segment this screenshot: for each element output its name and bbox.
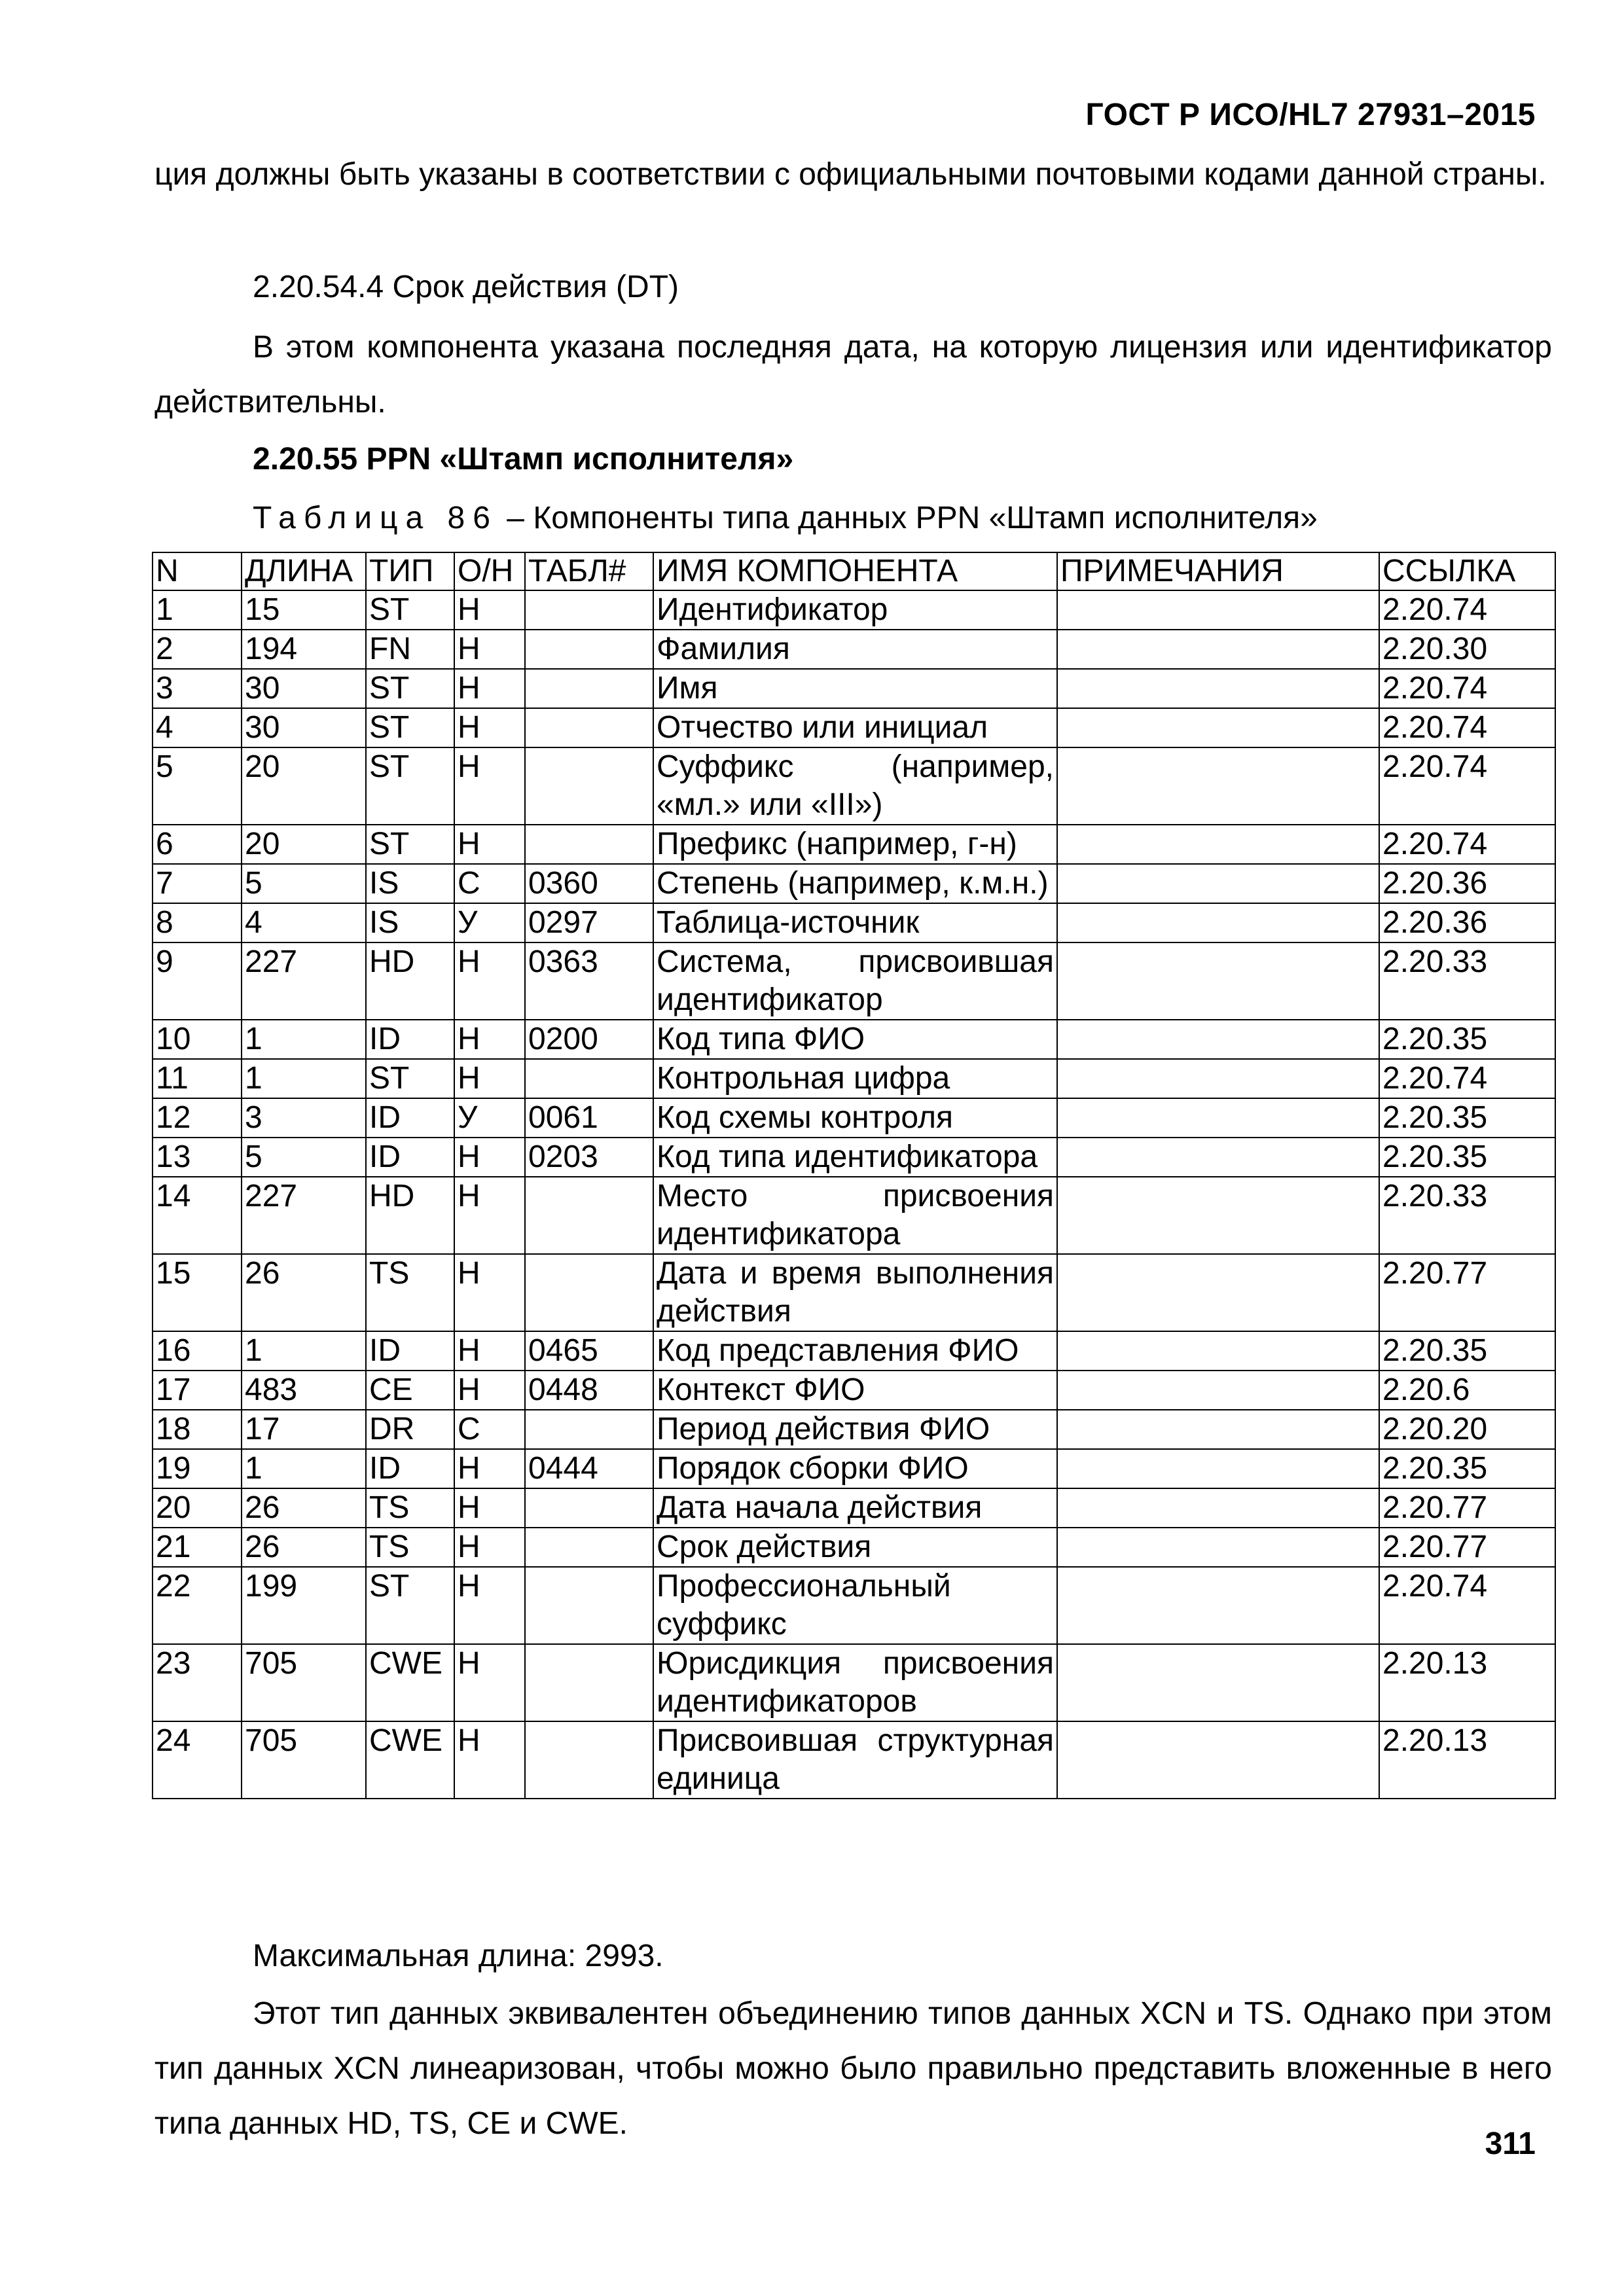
cell-reference: 2.20.74 [1379,825,1555,864]
cell-reference: 2.20.74 [1379,1059,1555,1098]
cell-table [525,1721,653,1799]
cell-type: IS [366,903,454,942]
table-row [153,1020,1555,1059]
cell-table: 0448 [525,1371,653,1410]
cell-notes [1057,1567,1379,1644]
cell-length: 15 [242,590,366,630]
cell-notes [1057,1410,1379,1449]
column-header-notes: ПРИМЕЧАНИЯ [1057,552,1379,590]
table-row [153,1177,1555,1254]
cell-reference: 2.20.74 [1379,669,1555,708]
cell-component-name: Отчество или инициал [653,708,1057,747]
cell-opt: С [454,1410,525,1449]
cell-component-name: Юрисдикция присвоения идентификаторов [653,1644,1057,1721]
cell-component-name: Место присвоения идентификатора [653,1177,1057,1254]
cell-length: 30 [242,669,366,708]
cell-opt: Н [454,1449,525,1488]
table-row [153,1410,1555,1449]
cell-type: ID [366,1138,454,1177]
cell-notes [1057,1371,1379,1410]
column-header-type: ТИП [366,552,454,590]
cell-n: 22 [153,1567,242,1644]
cell-component-name: Префикс (например, г-н) [653,825,1057,864]
cell-opt: Н [454,1331,525,1371]
cell-reference: 2.20.77 [1379,1488,1555,1528]
cell-table [525,1177,653,1254]
cell-reference: 2.20.36 [1379,864,1555,903]
column-header-reference: ССЫЛКА [1379,552,1555,590]
cell-reference: 2.20.33 [1379,1177,1555,1254]
cell-table [525,708,653,747]
table-row [153,1644,1555,1721]
cell-table: 0200 [525,1020,653,1059]
cell-n: 12 [153,1098,242,1138]
cell-table [525,1254,653,1331]
cell-length: 199 [242,1567,366,1644]
table-row [153,903,1555,942]
cell-opt: Н [454,1644,525,1721]
cell-type: CWE [366,1644,454,1721]
section-heading: 2.20.55 PPN «Штамп исполнителя» [253,442,794,476]
cell-n: 4 [153,708,242,747]
cell-n: 11 [153,1059,242,1098]
cell-type: ID [366,1020,454,1059]
cell-type: ST [366,1059,454,1098]
cell-length: 227 [242,1177,366,1254]
cell-reference: 2.20.35 [1379,1098,1555,1138]
cell-reference: 2.20.13 [1379,1644,1555,1721]
paragraph-validity-date: В этом компонента указана последняя дата, на которую лицензия или идентификатор действительны. [154,330,1552,420]
cell-notes [1057,708,1379,747]
cell-table [525,825,653,864]
cell-length: 26 [242,1488,366,1528]
table-row [153,1488,1555,1528]
cell-component-name: Дата начала действия [653,1488,1057,1528]
cell-type: TS [366,1254,454,1331]
cell-length: 3 [242,1098,366,1138]
cell-component-name: Степень (например, к.м.н.) [653,864,1057,903]
cell-n: 3 [153,669,242,708]
table-row [153,747,1555,825]
table-row [153,1567,1555,1644]
table-row [153,825,1555,864]
cell-length: 483 [242,1371,366,1410]
cell-notes [1057,1098,1379,1138]
cell-component-name: Имя [653,669,1057,708]
cell-table [525,1488,653,1528]
document-id-header: ГОСТ Р ИСО/HL7 27931–2015 [1085,98,1536,132]
cell-notes [1057,903,1379,942]
table-row [153,1449,1555,1488]
table-row [153,1721,1555,1799]
cell-type: CWE [366,1721,454,1799]
table-header-row [153,552,1555,590]
cell-component-name: Присвоившая структурная единица [653,1721,1057,1799]
table-row [153,1254,1555,1331]
cell-n: 9 [153,942,242,1020]
cell-type: HD [366,1177,454,1254]
cell-table: 0363 [525,942,653,1020]
cell-n: 8 [153,903,242,942]
cell-table: 0360 [525,864,653,903]
cell-n: 10 [153,1020,242,1059]
cell-notes [1057,1177,1379,1254]
cell-table [525,1644,653,1721]
cell-component-name: Таблица-источник [653,903,1057,942]
cell-opt: Н [454,590,525,630]
cell-reference: 2.20.30 [1379,630,1555,669]
cell-n: 23 [153,1644,242,1721]
cell-opt: Н [454,1059,525,1098]
cell-length: 1 [242,1059,366,1098]
cell-table [525,1059,653,1098]
cell-length: 1 [242,1449,366,1488]
cell-n: 6 [153,825,242,864]
cell-reference: 2.20.35 [1379,1449,1555,1488]
cell-opt: Н [454,669,525,708]
table-row [153,669,1555,708]
table-caption-text: – Компоненты типа данных PPN «Штамп исполнителя» [507,501,1318,535]
cell-n: 13 [153,1138,242,1177]
column-header-n: N [153,552,242,590]
cell-table: 0297 [525,903,653,942]
cell-length: 20 [242,825,366,864]
cell-notes [1057,1254,1379,1331]
cell-opt: Н [454,825,525,864]
cell-table [525,1410,653,1449]
cell-type: ST [366,708,454,747]
cell-length: 5 [242,864,366,903]
cell-component-name: Фамилия [653,630,1057,669]
cell-opt: Н [454,1567,525,1644]
cell-table: 0444 [525,1449,653,1488]
cell-notes [1057,590,1379,630]
cell-table: 0465 [525,1331,653,1371]
cell-n: 18 [153,1410,242,1449]
cell-reference: 2.20.74 [1379,1567,1555,1644]
cell-component-name: Профессиональный суффикс [653,1567,1057,1644]
cell-reference: 2.20.35 [1379,1138,1555,1177]
cell-opt: Н [454,1371,525,1410]
cell-notes [1057,1020,1379,1059]
cell-opt: Н [454,1138,525,1177]
cell-reference: 2.20.74 [1379,590,1555,630]
cell-n: 2 [153,630,242,669]
cell-type: ST [366,747,454,825]
cell-type: TS [366,1528,454,1567]
cell-type: HD [366,942,454,1020]
cell-component-name: Идентификатор [653,590,1057,630]
table-row [153,708,1555,747]
cell-notes [1057,1488,1379,1528]
cell-reference: 2.20.77 [1379,1254,1555,1331]
cell-component-name: Код представления ФИО [653,1331,1057,1371]
cell-type: ID [366,1449,454,1488]
cell-opt: Н [454,942,525,1020]
cell-table: 0203 [525,1138,653,1177]
cell-length: 705 [242,1644,366,1721]
cell-component-name: Код типа идентификатора [653,1138,1057,1177]
table-body [153,590,1555,1799]
cell-notes [1057,1059,1379,1098]
table-caption [154,491,1552,546]
cell-component-name: Система, присвоившая идентификатор [653,942,1057,1020]
cell-n: 24 [153,1721,242,1799]
cell-reference: 2.20.36 [1379,903,1555,942]
cell-reference: 2.20.20 [1379,1410,1555,1449]
cell-notes [1057,669,1379,708]
table-row [153,1059,1555,1098]
cell-notes [1057,864,1379,903]
cell-type: FN [366,630,454,669]
cell-n: 5 [153,747,242,825]
cell-reference: 2.20.6 [1379,1371,1555,1410]
table-row [153,1331,1555,1371]
max-length-note: Максимальная длина: 2993. [253,1939,664,1973]
cell-type: ST [366,590,454,630]
subsection-heading: 2.20.54.4 Срок действия (DT) [253,270,679,304]
cell-n: 1 [153,590,242,630]
cell-opt: Н [454,1177,525,1254]
cell-length: 26 [242,1528,366,1567]
cell-type: ID [366,1331,454,1371]
cell-notes [1057,825,1379,864]
cell-component-name: Период действия ФИО [653,1410,1057,1449]
table-row [153,590,1555,630]
cell-n: 17 [153,1371,242,1410]
cell-notes [1057,1331,1379,1371]
cell-type: DR [366,1410,454,1449]
cell-component-name: Контрольная цифра [653,1059,1057,1098]
cell-type: CE [366,1371,454,1410]
cell-reference: 2.20.74 [1379,747,1555,825]
cell-opt: Н [454,708,525,747]
cell-notes [1057,942,1379,1020]
cell-component-name: Дата и время выполнения действия [653,1254,1057,1331]
cell-opt: У [454,1098,525,1138]
cell-length: 227 [242,942,366,1020]
table-row [153,1371,1555,1410]
cell-opt: Н [454,1254,525,1331]
cell-notes [1057,747,1379,825]
continuation-paragraph: ция должны быть указаны в соответствии с официальными почтовыми кодами данной страны. [154,157,1547,192]
cell-table: 0061 [525,1098,653,1138]
cell-notes [1057,1528,1379,1567]
cell-length: 5 [242,1138,366,1177]
table-row [153,1098,1555,1138]
cell-type: ST [366,1567,454,1644]
cell-length: 17 [242,1410,366,1449]
cell-n: 21 [153,1528,242,1567]
table-row [153,630,1555,669]
cell-length: 20 [242,747,366,825]
table-caption-label: Таблица 86 [253,501,498,535]
cell-n: 14 [153,1177,242,1254]
cell-n: 7 [153,864,242,903]
cell-opt: С [454,864,525,903]
table-row [153,942,1555,1020]
cell-length: 30 [242,708,366,747]
column-header-length: ДЛИНА [242,552,366,590]
cell-component-name: Код типа ФИО [653,1020,1057,1059]
cell-reference: 2.20.77 [1379,1528,1555,1567]
cell-opt: Н [454,1528,525,1567]
cell-length: 705 [242,1721,366,1799]
cell-type: ST [366,825,454,864]
cell-type: IS [366,864,454,903]
cell-notes [1057,1449,1379,1488]
cell-reference: 2.20.35 [1379,1331,1555,1371]
table-row [153,864,1555,903]
cell-table [525,669,653,708]
components-table [152,552,1556,1799]
cell-opt: Н [454,1721,525,1799]
cell-component-name: Контекст ФИО [653,1371,1057,1410]
cell-n: 19 [153,1449,242,1488]
cell-notes [1057,1644,1379,1721]
equivalence-paragraph: Этот тип данных эквивалентен объединению типов данных XCN и TS. Однако при этом тип данных XCN линеаризован, чтобы можно было правильно представить вложенные в него типа данных HD, TS, CE и CWE. [154,1996,1552,2141]
cell-opt: Н [454,630,525,669]
cell-component-name: Суффикс (например, «мл.» или «III») [653,747,1057,825]
cell-opt: У [454,903,525,942]
cell-length: 194 [242,630,366,669]
column-header-component-name: ИМЯ КОМПОНЕНТА [653,552,1057,590]
cell-notes [1057,1138,1379,1177]
cell-component-name: Срок действия [653,1528,1057,1567]
cell-opt: Н [454,747,525,825]
cell-reference: 2.20.35 [1379,1020,1555,1059]
cell-notes [1057,630,1379,669]
cell-component-name: Код схемы контроля [653,1098,1057,1138]
cell-n: 20 [153,1488,242,1528]
table-row [153,1138,1555,1177]
cell-n: 16 [153,1331,242,1371]
cell-reference: 2.20.13 [1379,1721,1555,1799]
page-number: 311 [1485,2126,1536,2161]
cell-notes [1057,1721,1379,1799]
cell-length: 1 [242,1020,366,1059]
cell-table [525,630,653,669]
column-header-table: ТАБЛ# [525,552,653,590]
cell-reference: 2.20.74 [1379,708,1555,747]
cell-table [525,590,653,630]
cell-table [525,1567,653,1644]
cell-type: ID [366,1098,454,1138]
cell-length: 26 [242,1254,366,1331]
cell-n: 15 [153,1254,242,1331]
cell-opt: Н [454,1020,525,1059]
cell-type: ST [366,669,454,708]
cell-component-name: Порядок сборки ФИО [653,1449,1057,1488]
cell-length: 4 [242,903,366,942]
table-row [153,1528,1555,1567]
cell-opt: Н [454,1488,525,1528]
cell-table [525,1528,653,1567]
cell-type: TS [366,1488,454,1528]
cell-table [525,747,653,825]
column-header-opt: О/Н [454,552,525,590]
cell-reference: 2.20.33 [1379,942,1555,1020]
cell-length: 1 [242,1331,366,1371]
